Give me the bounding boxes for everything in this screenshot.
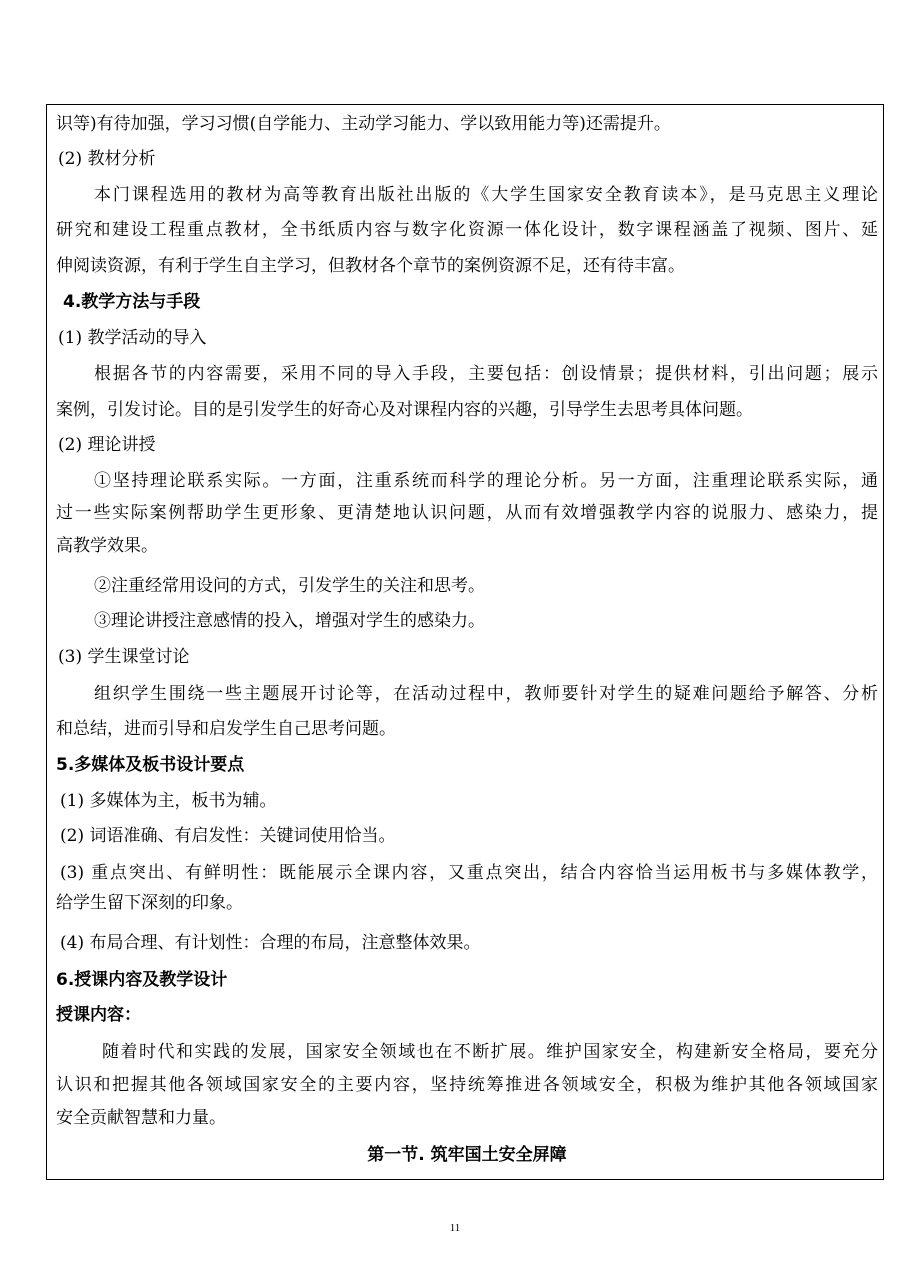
list-item: (1) 多媒体为主，板书为辅。 (60, 791, 277, 811)
text-line: 认识和把握其他各领域国家安全的主要内容，坚持统筹推进各领域安全，积极为维护其他各领域国家 (56, 1075, 878, 1095)
text-line: 伸阅读资源，有利于学生自主学习，但教材各个章节的案例资源不足，还有待丰富。 (56, 256, 685, 276)
text-line: 根据各节的内容需要，采用不同的导入手段，主要包括：创设情景；提供材料，引出问题；展示 (94, 364, 878, 384)
subheading-introduction: (1) 教学活动的导入 (58, 328, 207, 348)
text-line: ②注重经常用设问的方式，引发学生的关注和思考。 (94, 576, 485, 596)
subheading-theory-teaching: (2) 理论讲授 (58, 435, 156, 455)
text-line: 本门课程选用的教材为高等教育出版社出版的《大学生国家安全教育读本》，是马克思主义理论 (94, 185, 878, 205)
list-item: (2) 词语准确、有启发性：关键词使用恰当。 (60, 826, 396, 846)
subheading-class-discussion: (3) 学生课堂讨论 (58, 647, 190, 667)
text-line: 识等)有待加强，学习习惯(自学能力、主动学习能力、学以致用能力等)还需提升。 (56, 114, 671, 134)
section-heading-4: 4.教学方法与手段 (63, 292, 201, 312)
text-line: ③理论讲授注意感情的投入，增强对学生的感染力。 (94, 611, 485, 631)
text-line: 和总结，进而引导和启发学生自己思考问题。 (56, 719, 396, 739)
text-line: 过一些实际案例帮助学生更形象、更清楚地认识问题，从而有效增强教学内容的说服力、感染力，提 (56, 503, 878, 523)
chapter-section-title: 第一节. 筑牢国土安全屏障 (367, 1145, 567, 1165)
teaching-content-label: 授课内容： (56, 1005, 141, 1025)
page-number: 11 (449, 1222, 461, 1234)
text-line: 研究和建设工程重点教材，全书纸质内容与数字化资源一体化设计，数字课程涵盖了视频、图片、延 (56, 220, 878, 240)
text-line: 随着时代和实践的发展，国家安全领域也在不断扩展。维护国家安全，构建新安全格局，要充分 (102, 1042, 878, 1062)
text-line: 给学生留下深刻的印象。 (56, 893, 243, 913)
list-item: (4) 布局合理、有计划性：合理的布局，注意整体效果。 (60, 933, 481, 953)
text-line: 组织学生围绕一些主题展开讨论等，在活动过程中，教师要针对学生的疑难问题给予解答、分析 (94, 684, 878, 704)
section-heading-5: 5.多媒体及板书设计要点 (56, 755, 245, 775)
text-line: ①坚持理论联系实际。一方面，注重系统而科学的理论分析。另一方面，注重理论联系实际，通 (94, 471, 878, 491)
subheading-textbook-analysis: (2) 教材分析 (58, 149, 156, 169)
list-item: (3) 重点突出、有鲜明性：既能展示全课内容，又重点突出，结合内容恰当运用板书与多媒体教学， (60, 863, 878, 883)
text-line: 高教学效果。 (56, 536, 158, 556)
text-line: 案例，引发讨论。目的是引发学生的好奇心及对课程内容的兴趣，引导学生去思考具体问题。 (56, 400, 753, 420)
section-heading-6: 6.授课内容及教学设计 (56, 970, 228, 990)
text-line: 安全贡献智慧和力量。 (56, 1108, 226, 1128)
